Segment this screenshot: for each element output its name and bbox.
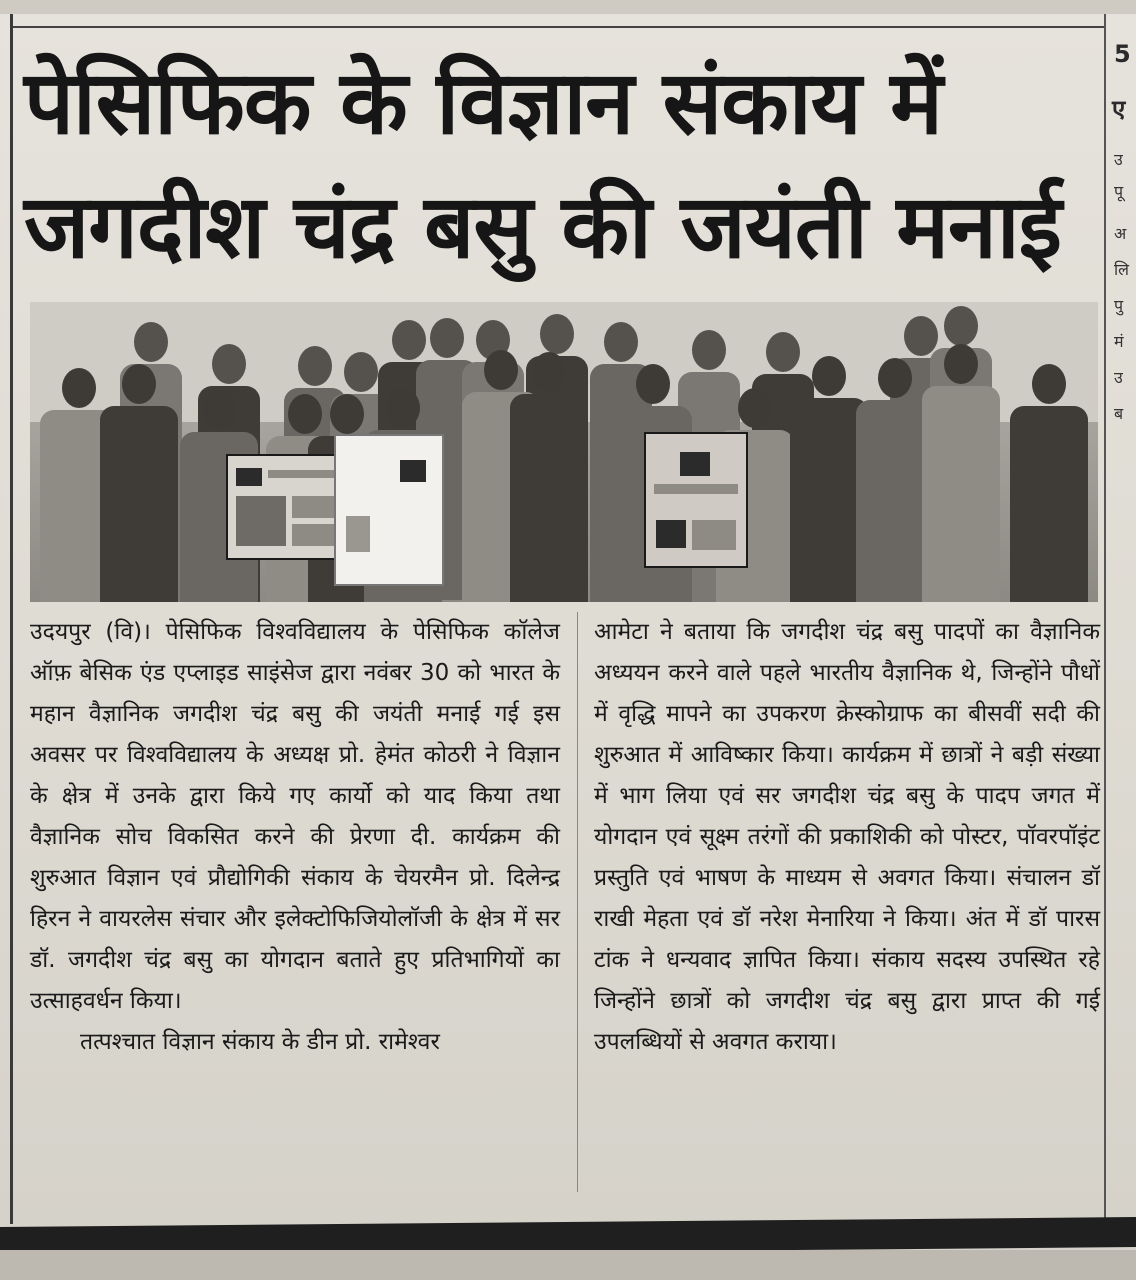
person-torso	[100, 406, 178, 602]
margin-fragment: मं	[1114, 332, 1124, 351]
margin-fragment: 5	[1114, 40, 1131, 68]
article-body-col1: उदयपुर (वि)। पेसिफिक विश्वविद्यालय के पेसिफिक कॉलेज ऑफ़ बेसिक एंड एप्लाइड साइंसेज द्वारा नवंबर 30 को भारत के महान वैज्ञानिक जगदीश चंद्र बसु की जयंती मनाई गई इस अवसर पर विश्वविद्यालय के अध्यक्ष प्रो. हेमंत कोठरी ने विज्ञान के क्षेत्र में उनके द्वारा किये गए कार्यो को याद किया तथा वैज्ञानिक सोच विकसित करने की प्रेरणा दी. कार्यक्रम की शुरुआत विज्ञान एवं प्रौद्योगिकी संकाय के चेयरमैन प्रो. दिलेन्द्र हिरन ने वायरलेस संचार और इलेक्टोफिजियोलॉजी के क्षेत्र में सर डॉ. जगदीश चंद्र बसु का योगदान बताते हुए प्रतिभागियों का उत्साहवर्धन किया।	[30, 619, 560, 1014]
margin-fragment: अ	[1114, 224, 1127, 243]
person-head	[878, 358, 912, 398]
person-head	[202, 390, 236, 430]
person-head	[738, 388, 772, 428]
margin-fragment: पु	[1114, 296, 1124, 315]
person-head	[692, 330, 726, 370]
person-head	[386, 388, 420, 428]
left-column-rule	[10, 14, 13, 1224]
margin-fragment: लि	[1114, 260, 1129, 279]
person-head	[134, 322, 168, 362]
person-torso	[1010, 406, 1088, 602]
poster-white	[334, 434, 444, 586]
article-column-1	[30, 612, 560, 1063]
person-torso	[510, 394, 588, 602]
person-head	[812, 356, 846, 396]
person-head	[636, 364, 670, 404]
top-strip	[0, 0, 1136, 14]
person-head	[904, 316, 938, 356]
person-head	[212, 344, 246, 384]
person-head	[430, 318, 464, 358]
person-head	[944, 306, 978, 346]
poster-right	[644, 432, 748, 568]
person-head	[344, 352, 378, 392]
margin-fragment: उ	[1114, 368, 1123, 387]
column-divider	[577, 612, 578, 1192]
person-head	[944, 344, 978, 384]
person-head	[330, 394, 364, 434]
headline-line-2: जगदीश चंद्र बसु की जयंती मनाई	[24, 175, 1061, 278]
person-head	[298, 346, 332, 386]
article-body-col2: आमेटा ने बताया कि जगदीश चंद्र बसु पादपों का वैज्ञानिक अध्ययन करने वाले पहले भारतीय वैज्ञानिक थे, जिन्होंने पौधों में वृद्धि मापने का उपकरण क्रेस्कोग्राफ का बीसवीं सदी की शुरुआत में आविष्कार किया। कार्यक्रम में छात्रों ने बड़ी संख्या में भाग लिया एवं सर जगदीश चंद्र बसु के पादप जगत में योगदान एवं सूक्ष्म तरंगों की प्रकाशिकी को पोस्टर, पॉवरपॉइंट प्रस्तुति एवं भाषण के माध्यम से अवगत किया। संचालन डॉ राखी मेहता एवं डॉ नरेश मेनारिया ने किया। अंत में डॉ पारस टांक ने धन्यवाद ज्ञापित किया। संकाय सदस्य उपस्थित रहे जिन्होंने छात्रों को जगदीश चंद्र बसु द्वारा प्राप्त की गई उपलब्धियों से अवगत कराया।	[594, 619, 1100, 1055]
person-torso	[922, 386, 1000, 602]
person-head	[532, 352, 566, 392]
article-col1-tail: तत्पश्चात विज्ञान संकाय के डीन प्रो. रामेश्वर	[80, 1029, 440, 1055]
right-column-rule	[1104, 14, 1106, 1224]
person-head	[540, 314, 574, 354]
group-photo	[30, 302, 1098, 602]
margin-fragment: ब	[1114, 404, 1124, 423]
margin-fragment: पू	[1114, 182, 1124, 201]
person-head	[1032, 364, 1066, 404]
article-column-2	[594, 612, 1100, 1063]
person-head	[122, 364, 156, 404]
margin-fragment: ए	[1112, 95, 1126, 123]
bottom-paper-edge	[0, 1250, 1136, 1280]
person-head	[288, 394, 322, 434]
person-head	[484, 350, 518, 390]
headline-line-1: पेसिफिक के विज्ञान संकाय में	[24, 51, 942, 154]
person-head	[392, 320, 426, 360]
person-head	[766, 332, 800, 372]
person-head	[604, 322, 638, 362]
top-rule	[10, 26, 1106, 28]
margin-fragment: उ	[1114, 150, 1123, 169]
person-head	[62, 368, 96, 408]
